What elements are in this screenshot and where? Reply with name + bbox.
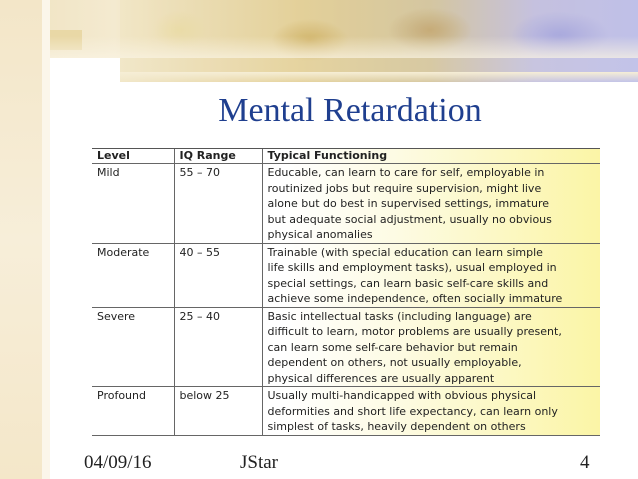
header-typical-functioning: Typical Functioning (262, 149, 600, 164)
cell-level: Profound (92, 387, 174, 436)
cell-functioning: Educable, can learn to care for self, employable in routinized jobs but require supervision, might live alone but do best in supervised settings, immature but adequate social adjustment, usually no obvious physical anomalies (262, 164, 600, 244)
table-row (92, 307, 600, 387)
header-iq-range: IQ Range (174, 149, 262, 164)
cell-iq-range: 55 – 70 (174, 164, 262, 244)
cell-level: Mild (92, 164, 174, 244)
cell-level: Moderate (92, 243, 174, 307)
cell-level: Severe (92, 307, 174, 387)
footer-date: 04/09/16 (84, 452, 152, 473)
footer-author: JStar (240, 452, 278, 473)
cell-iq-range: 40 – 55 (174, 243, 262, 307)
cell-iq-range: 25 – 40 (174, 307, 262, 387)
cell-functioning: Usually multi-handicapped with obvious physical deformities and short life expectancy, can learn only simplest of tasks, heavily dependent on others (262, 387, 600, 436)
classification-table (92, 149, 600, 436)
top-band-fade (0, 36, 638, 58)
flower-band-fade (120, 72, 638, 82)
table-row (92, 387, 600, 436)
slide-title: Mental Retardation (218, 92, 482, 129)
table-row (92, 164, 600, 244)
cell-iq-range: below 25 (174, 387, 262, 436)
table-header-row (92, 149, 600, 164)
table-row (92, 243, 600, 307)
header-level: Level (92, 149, 174, 164)
cell-functioning: Basic intellectual tasks (including language) are difficult to learn, motor problems are usually present, can learn some self-care behavior but remain dependent on others, not usually employable, physical differences are usually apparent (262, 307, 600, 387)
left-strip-highlight (42, 0, 50, 479)
footer-page-number: 4 (580, 452, 590, 473)
cell-functioning: Trainable (with special education can learn simple life skills and employment tasks), usual employed in special settings, can learn basic self-care skills and achieve some independence, often socially immature (262, 243, 600, 307)
left-decorative-strip (0, 0, 42, 479)
classification-table-container (92, 148, 600, 435)
